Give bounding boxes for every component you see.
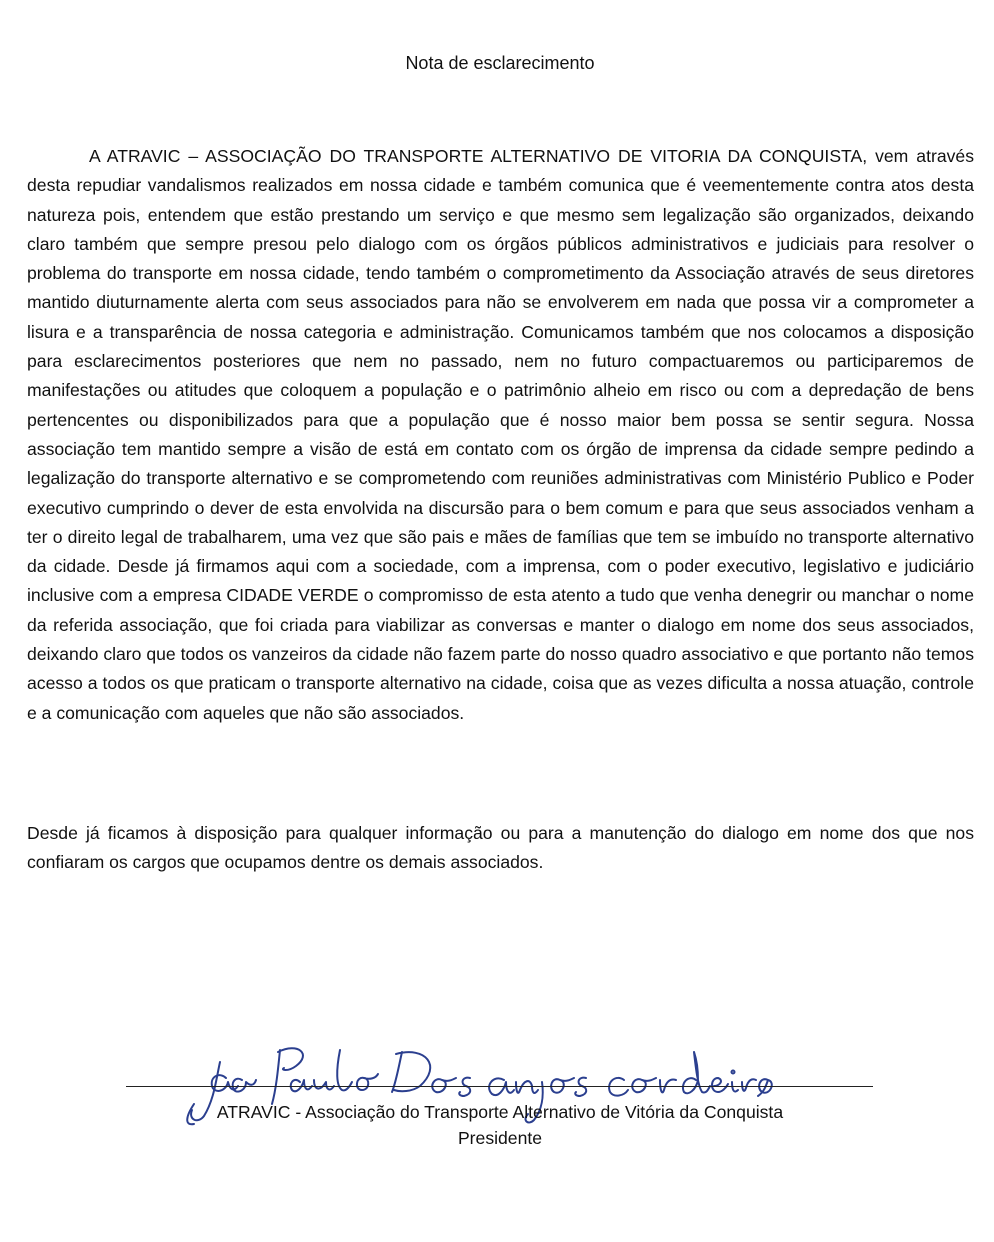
signature-line <box>126 1086 873 1087</box>
page-title: Nota de esclarecimento <box>405 53 595 73</box>
signature-block <box>0 1020 994 1148</box>
signature-organization: ATRAVIC - Associação do Transporte Alternativo de Vitória da Conquista <box>216 1102 784 1122</box>
body-paragraph-closing: Desde já ficamos à disposição para qualquer informação ou para a manutenção do dialogo em nome dos que nos confiaram os cargos que ocupamos dentre os demais associados. <box>27 823 974 873</box>
body-paragraph-main: A ATRAVIC – ASSOCIAÇÃO DO TRANSPORTE ALTERNATIVO DE VITORIA DA CONQUISTA, vem através desta repudiar vandalismos realizados em nossa cidade e também comunica que é veementemente contra atos desta natureza pois, entendem que estão prestando um serviço e que mesmo sem legalização são organizados, deixando claro também que sempre presou pelo dialogo com os órgãos públicos administrativos e judiciais para resolver o problema do transporte em nossa cidade, tendo também o comprometimento da Associação através de seus diretores mantido diuturnamente alerta com seus associados para não se envolverem em nada que possa vir a comprometer a lisura e a transparência de nossa categoria e administração. Comunicamos também que nos colocamos a disposição para esclarecimentos posteriores que nem no passado, nem no futuro compactuaremos ou participaremos de manifestações ou atitudes que coloquem a população e o patrimônio alheio em risco ou com a depredação de bens pertencentes ou disponibilizados para que a população que é nosso maior bem possa se sentir segura. Nossa associação tem mantido sempre a visão de está em contato com os órgão de imprensa da cidade sempre pedindo a legalização do transporte alternativo e se comprometendo com reuniões administrativas com Ministério Publico e Poder executivo cumprindo o dever de esta envolvida na discursão para o bem comum e para que seus associados venham a ter o direito legal de trabalharem, uma vez que são pais e mães de famílias que tem se imbuído no transporte alternativo da cidade. Desde já firmamos aqui com a sociedade, com a imprensa, com o poder executivo, legislativo e judiciário inclusive com a empresa CIDADE VERDE o compromisso de esta atento a tudo que venha denegrir ou manchar o nome da referida associação, que foi criada para viabilizar as conversas e manter o dialogo em nome dos seus associados, deixando claro que todos os vanzeiros da cidade não fazem parte do nosso quadro associativo e que portanto não temos acesso a todos os que praticam o transporte alternativo na cidade, coisa que as vezes dificulta a nossa atuação, controle e a comunicação com aqueles que não são associados. <box>27 146 974 723</box>
signature-role: Presidente <box>457 1128 543 1148</box>
